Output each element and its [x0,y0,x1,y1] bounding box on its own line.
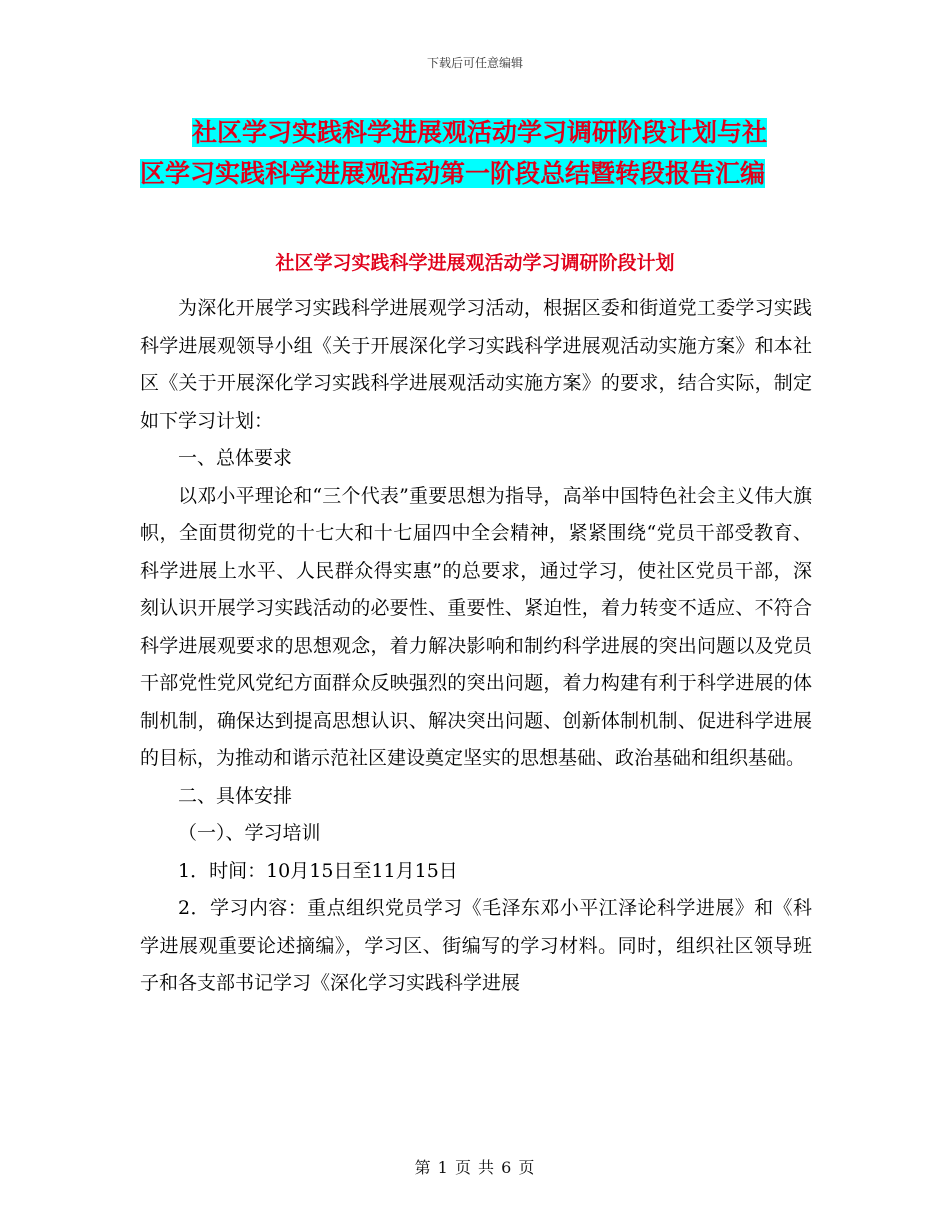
heading-arrangements: 二、具体安排 [178,784,293,807]
document-title [140,112,812,194]
heading-study-training: （一）、学习培训 [178,822,321,844]
document-body [140,290,812,1003]
item-time: 1．时间：10月15日至11月15日 [178,859,458,882]
page-footer: 第 1 页 共 6 页 [414,1158,536,1177]
title-line-1: 社区学习实践科学进展观活动学习调研阶段计划与社 [192,118,768,147]
item-study-content: 2．学习内容：重点组织党员学习《毛泽东邓小平江泽论科学进展》和《科学进展观重要论述摘编》，学习区、街编写的学习材料。同时，组织社区领导班子和各支部书记学习《深化学习实践科学进展 [140,897,812,994]
title-line-2: 区学习实践科学进展观活动第一阶段总结暨转段报告汇编 [140,159,766,188]
heading-general-requirements: 一、总体要求 [178,447,293,469]
header-note: 下载后可任意编辑 [426,56,523,70]
paragraph-intro: 为深化开展学习实践科学进展观学习活动，根据区委和街道党工委学习实践科学进展观领导小组《关于开展深化学习实践科学进展观活动实施方案》和本社区《关于开展深化学习实践科学进展观活动实施方案》的要求，结合实际，制定如下学习计划： [140,297,812,432]
paragraph-guidance: 以邓小平理论和“三个代表”重要思想为指导，高举中国特色社会主义伟大旗帜，全面贯彻党的十七大和十七届四中全会精神，紧紧围绕“党员干部受教育、科学进展上水平、人民群众得实惠”的总要求，通过学习，使社区党员干部，深刻认识开展学习实践活动的必要性、重要性、紧迫性，着力转变不适应、不符合科学进展观要求的思想观念，着力解决影响和制约科学进展的突出问题以及党员干部党性党风党纪方面群众反映强烈的突出问题，着力构建有利于科学进展的体制机制，确保达到提高思想认识、解决突出问题、创新体制机制、促进科学进展的目标，为推动和谐示范社区建设奠定坚实的思想基础、政治基础和组织基础。 [140,484,812,769]
section-title: 社区学习实践科学进展观活动学习调研阶段计划 [275,252,675,274]
